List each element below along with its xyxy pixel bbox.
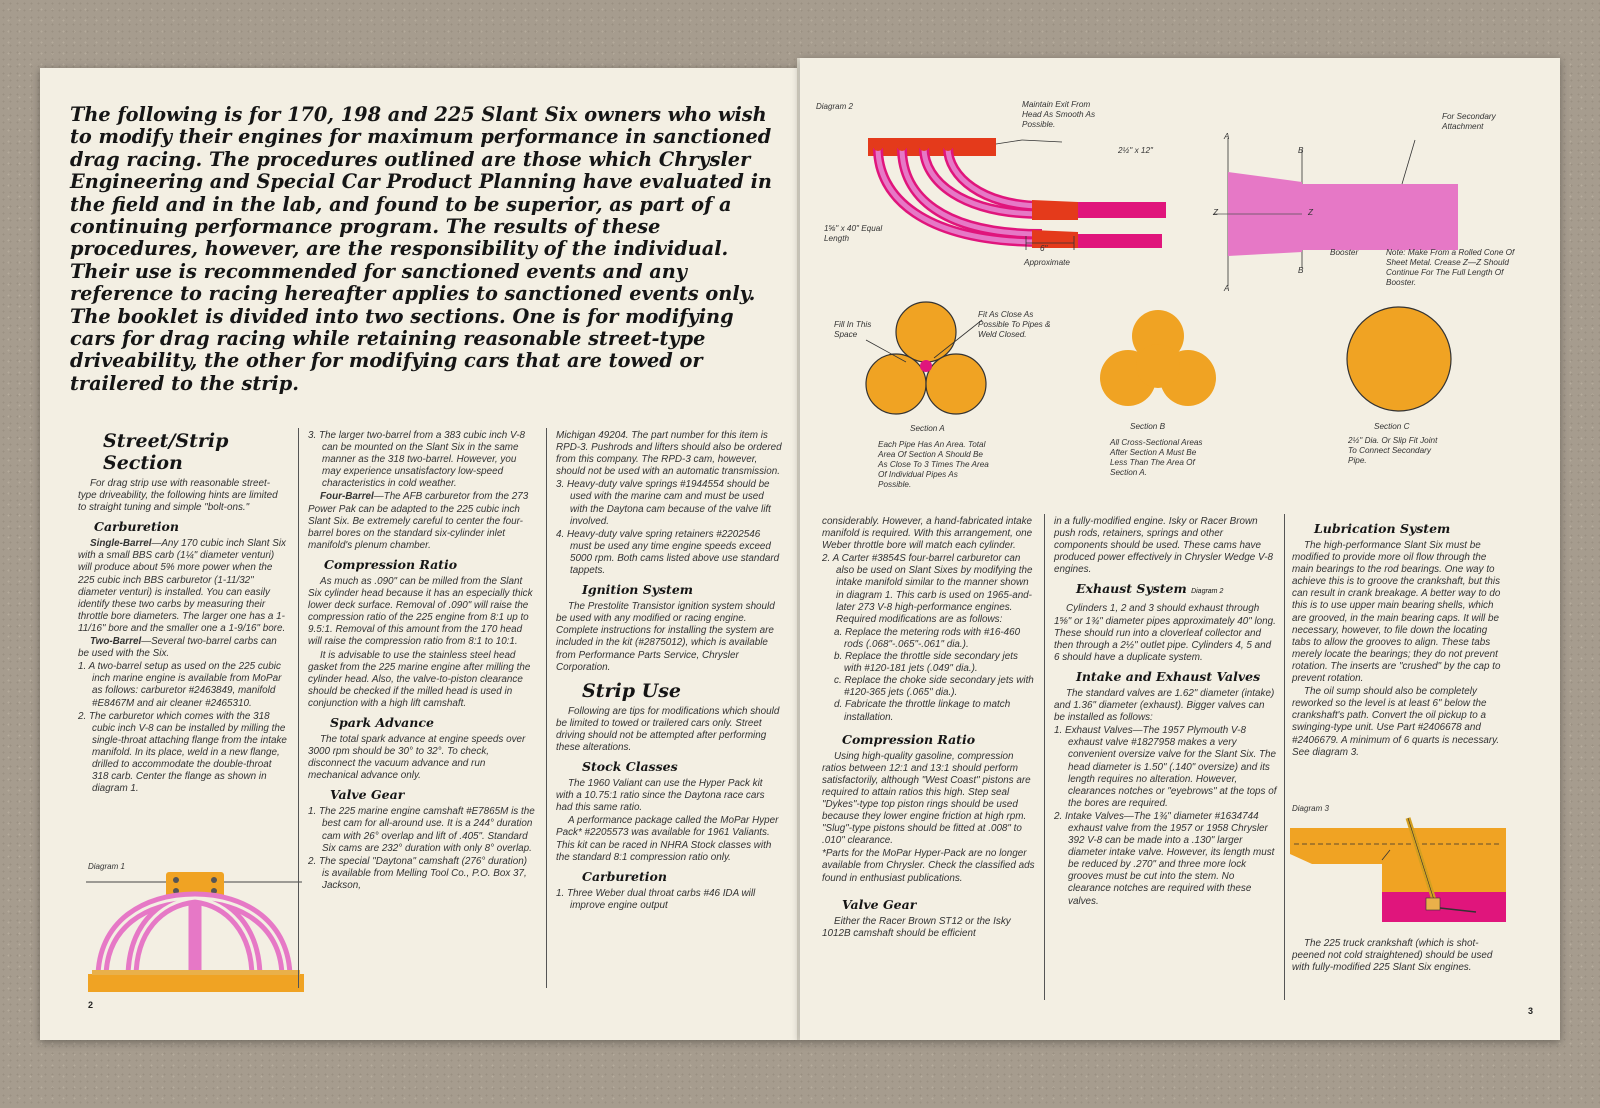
valve-gear-para: Either the Racer Brown ST12 or the Isky 1012B camshaft should be efficient bbox=[822, 915, 1011, 939]
list-item: 3. The larger two-barrel from a 383 cubic inch V-8 can be mounted on the Slant Six in the same manner as the 318 two-barrel. However, you may experience unsatisfactory low-speed characteristics in cold weather. bbox=[308, 430, 525, 490]
lubrication-para-2: The oil sump should also be completely reworked so the level is at least 6" below the crankshaft's path. Convert the oil pickup to a swinging-type unit. Use Part #2406678 and #2406679. A minimum of 6 quarts is necessary. See diagram 3. bbox=[1292, 686, 1500, 758]
fill-note: Fill In This Space bbox=[834, 320, 872, 339]
diagram-3-label: Diagram 3 bbox=[1292, 804, 1329, 813]
section-b-mark: B bbox=[1298, 146, 1304, 155]
diagram-1-label: Diagram 1 bbox=[88, 862, 125, 871]
column-divider bbox=[1044, 514, 1045, 1000]
valve-gear-heading: Valve Gear bbox=[330, 787, 405, 803]
list-item: 1. Exhaust Valves—The 1957 Plymouth V-8 exhaust valve #1827958 makes a very convenient oversize valve for the Slant Six. The head diameter is 1.50" (.140" oversize) and its length requires no alteration. However, clearances notches or "eyebrows" at the tops of the bores are required. bbox=[1054, 725, 1277, 809]
carburetion-heading-2: Carburetion bbox=[582, 868, 667, 884]
column-4 bbox=[822, 516, 1038, 941]
approx-dim: 6" bbox=[1040, 244, 1048, 253]
exit-note: Maintain Exit From Head As Smooth As Possible. bbox=[1022, 100, 1096, 129]
stock-classes-heading: Stock Classes bbox=[582, 759, 678, 775]
list-item: 2. A Carter #3854S four-barrel carburetor can also be used on Slant Sixes by modifying the intake manifold similar to the manner shown in diagram 1. This carb is used on 1965-and-later 273 V-8 high-performance engines. Required modifications are as follows: bbox=[822, 553, 1033, 625]
exhaust-para: Cylinders 1, 2 and 3 should exhaust through 1⅝" or 1¾" diameter pipes approximately 40" long. These should run into a cloverleaf collector and then through a 2½" outlet pipe. Cylinders 4, 5 and 6 should have a duplicate system. bbox=[1054, 603, 1276, 663]
secondary-note: For Secondary Attachment bbox=[1442, 112, 1496, 131]
dim-arrow bbox=[1022, 236, 1082, 250]
pipe-dim-label: 2½" x 12" bbox=[1118, 146, 1153, 155]
column-divider bbox=[546, 428, 547, 988]
section-b-mark-bottom: B bbox=[1298, 266, 1304, 275]
diagram-2-header bbox=[862, 116, 1182, 256]
compression-para-2: It is advisable to use the stainless steel head gasket from the 225 marine engine after milling the cylinder head. Also, the valve-to-piston clearance should be checked if the milled head is used in conjunction with a high lift camshaft. bbox=[308, 649, 531, 709]
strip-use-title: Strip Use bbox=[582, 679, 681, 702]
column-divider bbox=[298, 428, 299, 988]
list-item: 1. A two-barrel setup as used on the 225 cubic inch marine engine is available from MoPar as follows: carburetor #2463849, manifold #E8467M and air cleaner #2465310. bbox=[78, 661, 282, 709]
column-2 bbox=[308, 430, 536, 893]
approx-label: Approximate bbox=[1024, 258, 1070, 267]
section-a-label: Section A bbox=[910, 424, 945, 433]
crease-z-right: Z bbox=[1308, 208, 1314, 217]
column-6 bbox=[1292, 516, 1506, 760]
left-page bbox=[40, 68, 800, 1040]
column-3 bbox=[556, 430, 782, 913]
compression-ratio-heading: Compression Ratio bbox=[324, 556, 458, 572]
list-subitem: a. Replace the metering rods with #16-460 rods (.068"-.065"-.061" dia.). bbox=[834, 626, 1021, 650]
carburetion-heading: Carburetion bbox=[94, 519, 179, 535]
strip-use-para: Following are tips for modifications which should be limited to towed or trailered cars only. Street driving should not be attempted after performing these alterations. bbox=[556, 705, 780, 753]
valve-gear-heading-2: Valve Gear bbox=[842, 896, 917, 912]
section-a-diagram bbox=[858, 298, 998, 422]
right-page bbox=[800, 58, 1560, 1040]
list-item: 2. Intake Valves—The 1¾" diameter #1634744 exhaust valve from the 1957 or 1958 Chrysler 392 V-8 can be made into a .130" larger diameter intake valve. However, its length must be reduced by .270" and three more lock grooves must be cut into the stem. No clearance notches are required with these valves. bbox=[1054, 810, 1275, 907]
street-strip-title: Street/Strip Section bbox=[103, 430, 229, 474]
section-c-label: Section C bbox=[1374, 422, 1410, 431]
valves-para: The standard valves are 1.62" diameter (intake) and 1.36" diameter (exhaust). Bigger valves can be installed as follows: bbox=[1054, 687, 1275, 724]
spark-advance-heading: Spark Advance bbox=[330, 714, 434, 730]
list-subitem: b. Replace the throttle side secondary jets with #120-181 jets (.049" dia.). bbox=[834, 651, 1018, 675]
two-barrel-para: Two-Barrel—Several two-barrel carbs can be used with the Six. bbox=[78, 636, 277, 660]
page-number-left: 2 bbox=[88, 1000, 94, 1010]
equal-length-note: 1⅝" x 40" Equal Length bbox=[824, 224, 883, 243]
section-c-note: 2½" Dia. Or Slip Fit Joint To Connect Secondary Pipe. bbox=[1348, 436, 1438, 465]
list-item: 4. Heavy-duty valve spring retainers #2202546 must be used any time engine speeds exceed 5000 rpm. Both cams listed above use standard tappets. bbox=[556, 528, 780, 577]
section-a-mark-bottom: A bbox=[1224, 284, 1230, 293]
section-a-mark: A bbox=[1224, 132, 1230, 141]
section-b-label: Section B bbox=[1130, 422, 1166, 431]
cams-continuation: in a fully-modified engine. Isky or Racer Brown push rods, retainers, springs and other components should be used. These cams have produced power effectively in Chrysler Wedge V-8 engines. bbox=[1054, 516, 1273, 576]
crankshaft-note-block bbox=[1292, 938, 1506, 975]
stock-para-2: A performance package called the MoPar Hyper Pack* #2205573 was available for 1961 Valiants. This kit can be raced in NHRA Stock classes with the standard 8:1 compression ratio only. bbox=[556, 815, 779, 863]
weber-continuation: considerably. However, a hand-fabricated intake manifold is required. With this arrangement, one Weber throttle bore will match each cylinder. bbox=[822, 516, 1033, 552]
list-item: 2. The special "Daytona" camshaft (276° duration) is available from Melling Tool Co., P.O. Box 37, Jackson, bbox=[308, 855, 527, 891]
street-intro: For drag strip use with reasonable street-type driveability, the following hints are limited to straight tuning and simple "bolt-ons." bbox=[78, 478, 278, 514]
diagram-3-oil-sump bbox=[1286, 814, 1512, 924]
exhaust-system-heading: Exhaust System Diagram 2 bbox=[1076, 581, 1224, 597]
intro-paragraph: The following is for 170, 198 and 225 Slant Six owners who wish to modify their engines for maximum performance in sanctioned drag racing. The procedures outlined are those which Chrysler Engineering and Special Car Product Planning have evaluated in the field and in the lab, and found to be superior, as part of a continuing performance program. The results of these procedures, however, are the responsibility of the individual. Their use is recommended for sanctioned events and any reference to racing hereafter applies to sanctioned events only. The booklet is divided into two sections. One is for modifying cars for drag racing while retaining reasonable street-type driveability, the other for modifying cars that are towed or trailered to the strip. bbox=[70, 103, 772, 395]
valves-heading: Intake and Exhaust Valves bbox=[1076, 668, 1261, 684]
list-item: 3. Heavy-duty valve springs #1944554 should be used with the marine cam and must be used with the Daytona cam because of the valve lift involved. bbox=[556, 479, 771, 527]
diagram-1-manifold bbox=[84, 870, 306, 994]
booster-label: Booster bbox=[1330, 248, 1359, 257]
column-5 bbox=[1054, 516, 1278, 909]
four-barrel-para: Four-Barrel—The AFB carburetor from the 273 Power Pak can be adapted to the 225 cubic inch Slant Six. Be extremely careful to center the four-barrel bores on the standard six-cylinder inlet manifold's plenum chamber. bbox=[308, 491, 529, 551]
section-c-diagram bbox=[1344, 304, 1454, 414]
page-number-right: 3 bbox=[1528, 1006, 1534, 1016]
ignition-heading: Ignition System bbox=[582, 582, 694, 598]
compression-para: As much as .090" can be milled from the Slant Six cylinder head because it has an especially thick lower deck surface. Removal of .090" will raise the compression ratio of the 225 engine from 8:1 up to 9.5:1. Removal of this amount from the 170 head will raise the compression ratio from 8:1 to 10:1. bbox=[308, 575, 533, 648]
list-item: 2. The carburetor which comes with the 318 cubic inch V-8 can be installed by milling the single-throat attaching flange from the intake manifold. In its place, weld in a new flange, drilled to accommodate the double-throat 318 carb. Center the flange as shown in diagram 1. bbox=[78, 710, 287, 795]
list-subitem: c. Replace the choke side secondary jets with #120-365 jets (.065" dia.). bbox=[834, 675, 1034, 699]
single-barrel-para: Single-Barrel—Any 170 cubic inch Slant Six with a small BBS carb (1¼" diameter venturi) will produce about 5% more power when the 225 cubic inch BBS carburetor (1-11/32" diameter venturi) is installed. You can easily identify these two carbs by measuring their throttle bore diameters. The larger one has a 1-11/16" bore and the smaller one a 1-9/16" bore. bbox=[78, 538, 286, 634]
diagram-2-label: Diagram 2 bbox=[816, 102, 853, 111]
lubrication-para-1: The high-performance Slant Six must be modified to provide more oil flow through the main bearings to the rod bearings. One way to achieve this is to groove the crankshaft, but this can result in crank breakage. A better way to do this is to use upper main bearing shells, which are grooved, in the main bearing caps. It will be necessary, however, to file down the locating tabs to allow the grooves to align. These tabs merely locate the bearings; they do not prevent rotation. The inserts are "crushed" by the cap to prevent rotation. bbox=[1292, 540, 1501, 685]
fit-note: Fit As Close As Possible To Pipes & Weld Closed. bbox=[978, 310, 1051, 339]
stock-para-1: The 1960 Valiant can use the Hyper Pack kit with a 10.75:1 ratio since the Daytona race cars had this same ratio. bbox=[556, 778, 765, 814]
cam-continuation: Michigan 49204. The part number for this item is RPD-3. Pushrods and lifters should also be ordered from this company. The RPD-3 cam, however, should not be used with an automatic transmission. bbox=[556, 430, 782, 478]
column-1 bbox=[78, 430, 288, 796]
crease-z-left: Z bbox=[1213, 208, 1219, 217]
spark-para: The total spark advance at engine speeds over 3000 rpm should be 30° to 32°. To check, disconnect the vacuum advance and run mechanical advance only. bbox=[308, 733, 526, 782]
ignition-para: The Prestolite Transistor ignition system should be used with any modified or racing engine. Complete instructions for installing the system are included in the kit (#2875012), which is available from Performance Parts Service, Chrysler Corporation. bbox=[556, 601, 775, 673]
section-b-diagram bbox=[1096, 306, 1220, 416]
booster-note: Note: Make From a Rolled Cone Of Sheet Metal. Crease Z—Z Should Continue For The Full Length Of Booster. bbox=[1386, 248, 1515, 287]
compression-ratio-heading-2: Compression Ratio bbox=[842, 731, 976, 747]
section-a-note: Each Pipe Has An Area. Total Area Of Section A Should Be As Close To 3 Times The Area Of Individual Pipes As Possible. bbox=[878, 440, 989, 489]
column-divider bbox=[1284, 514, 1285, 1000]
hyper-pack-footnote: *Parts for the MoPar Hyper-Pack are no longer available from Chrysler. Check the classified ads found in enthusiast publications. bbox=[822, 848, 1035, 884]
section-b-note: All Cross-Sectional Areas After Section A Must Be Less Than The Area Of Section A. bbox=[1110, 438, 1203, 477]
compression-para-3: Using high-quality gasoline, compression ratios between 12:1 and 13:1 should perform satisfactorily, although "West Coast" pistons are required to attain ratios this high. Step seal "Dykes"-type top piston rings should be used because they lower engine friction at high rpm. "Slug"-type pistons should be fitted at .008" to .010" clearance. bbox=[822, 750, 1031, 847]
list-item: 1. Three Weber dual throat carbs #46 IDA will improve engine output bbox=[556, 887, 756, 911]
lubrication-heading: Lubrication System bbox=[1314, 521, 1451, 536]
list-item: 1. The 225 marine engine camshaft #E7865M is the best cam for all-around use. It is a 244° duration cam with 26° overlap and lift of .405". Standard Six cams are 232° duration with only 8° overlap. bbox=[308, 806, 535, 854]
list-subitem: d. Fabricate the throttle linkage to match installation. bbox=[834, 699, 1011, 723]
crankshaft-para: The 225 truck crankshaft (which is shot-peened not cold straightened) should be used with fully-modified 225 Slant Six engines. bbox=[1292, 938, 1493, 974]
